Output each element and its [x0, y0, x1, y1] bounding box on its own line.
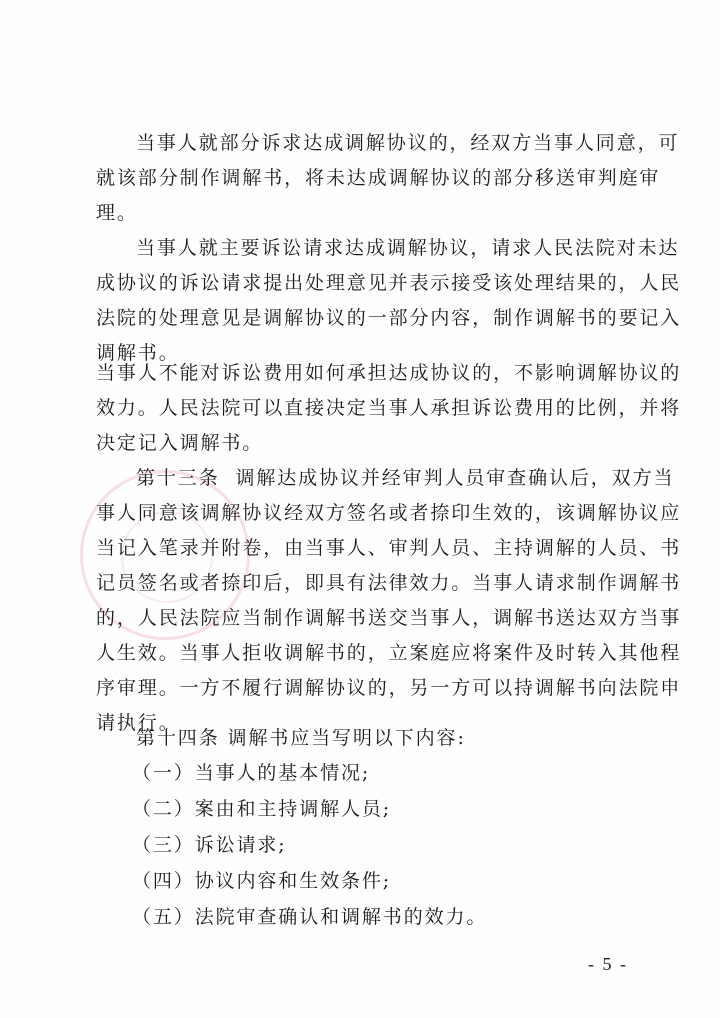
text-line: 当事人不能对诉讼费用如何承担达成协议的，不影响调解协议的	[96, 362, 682, 384]
text-line: 当记入笔录并附卷，由当事人、审判人员、主持调解的人员、书	[96, 537, 682, 559]
page-number: - 5 -	[588, 954, 628, 974]
text-line: 记员签名或者捺印后，即具有法律效力。当事人请求制作调解书	[96, 572, 682, 594]
paragraph-litigation-costs	[96, 356, 682, 461]
text-line: 理。	[96, 202, 138, 224]
list-item: （三）诉讼请求;	[132, 834, 287, 856]
text-line: 请执行。	[96, 712, 180, 734]
text-line: 决定记入调解书。	[96, 432, 264, 454]
text-line: 第十四条 调解书应当写明以下内容:	[136, 727, 466, 749]
list-item: （四）协议内容和生效条件;	[132, 870, 392, 892]
text-line: 当事人就部分诉求达成调解协议的，经双方当事人同意，可	[136, 132, 680, 154]
paragraph-main-claims	[96, 231, 682, 371]
list-item: （二）案由和主持调解人员;	[132, 798, 392, 820]
list-item: （五）法院审查确认和调解书的效力。	[132, 906, 488, 928]
text-line: 调解书。	[96, 342, 180, 364]
article-14	[96, 721, 642, 756]
list-item: （一）当事人的基本情况;	[132, 762, 371, 784]
text-line: 就该部分制作调解书，将未达成调解协议的部分移送审判庭审	[96, 167, 661, 189]
article-13	[96, 461, 682, 741]
text-line: 事人同意该调解协议经双方签名或者捺印生效的，该调解协议应	[96, 502, 682, 524]
paragraph-partial-agreement	[96, 126, 680, 231]
text-line: 法院的处理意见是调解协议的一部分内容，制作调解书的要记入	[96, 307, 682, 329]
text-line: 成协议的诉讼请求提出处理意见并表示接受该处理结果的，人民	[96, 272, 682, 294]
text-line: 序审理。一方不履行调解协议的，另一方可以持调解书向法院申	[96, 677, 682, 699]
text-line: 效力。人民法院可以直接决定当事人承担诉讼费用的比例，并将	[96, 397, 682, 419]
text-line: 人生效。当事人拒收调解书的，立案庭应将案件及时转入其他程	[96, 642, 682, 664]
text-line: 的，人民法院应当制作调解书送交当事人，调解书送达双方当事	[96, 607, 682, 629]
text-line: 第十三条 调解达成协议并经审判人员审查确认后，双方当	[136, 467, 675, 489]
text-line: 当事人就主要诉讼请求达成调解协议，请求人民法院对未达	[136, 237, 680, 259]
